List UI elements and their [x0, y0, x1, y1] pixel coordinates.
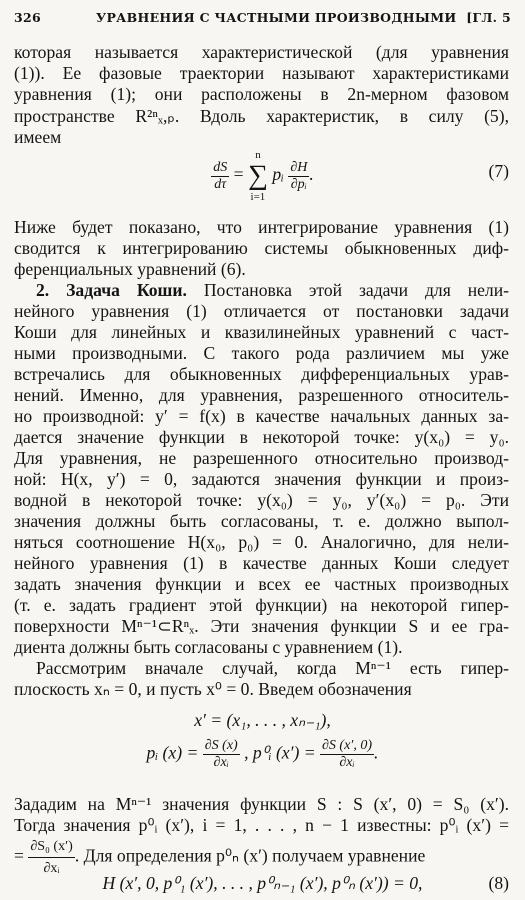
text-line: плоскость xₙ = 0, и пусть x⁰ = 0. Введем обозначения — [14, 679, 412, 699]
text-line: нейного уравнения (1) в качестве данных Коши следует — [14, 553, 509, 573]
text-line: Рассмотрим вначале случай, когда Mⁿ⁻¹ есть гипер- — [36, 658, 509, 678]
fraction-ds-dtau: $\frac{dS}{d\tau}$ — [213, 159, 228, 192]
section-heading: 2. Задача Коши. — [36, 280, 187, 300]
chapter-label: [ГЛ. 5 — [466, 10, 511, 25]
equation-number: (8) — [488, 873, 509, 893]
page-number: 326 — [14, 10, 41, 25]
text-line: которая называется характеристической (для уравнения — [14, 42, 509, 62]
text-line: значения должны быть согласованы, т. е. должно выпол- — [14, 511, 509, 531]
text-line: (1)). Ее фазовые траектории называют характеристиками — [14, 63, 509, 83]
text-line: задать значения функции и всех ее частных производных — [14, 574, 509, 594]
fraction-ds-dx-zero: $\frac{\partial S (x', 0)}{\text{∂xᵢ}}$ — [322, 738, 373, 770]
running-title: УРАВНЕНИЯ С ЧАСТНЫМИ ПРОИЗВОДНЫМИ — [96, 10, 457, 25]
text-line: нейного уравнения (1) отличается от постановки задачи — [14, 301, 509, 321]
text-line: Зададим на Mⁿ⁻¹ значения функции S : S (x′, 0) = S₀ (x′). — [14, 794, 509, 814]
text-line: но производной: y′ = f(x) в качестве начальных данных за- — [14, 406, 509, 426]
text-line: Ниже будет показано, что интегрирование уравнения (1) — [14, 217, 509, 237]
text-line: ной: H(x, y′) = 0, задаются значения функции и произ- — [14, 469, 509, 489]
text-line: водной в некоторой точке: y(x₀) = y₀, y′(x₀) = p₀. Эти — [14, 490, 509, 510]
text-line: уравнения (1); они расположены в 2n-мерном фазовом — [14, 84, 509, 104]
equation-8: H (x′, 0, p⁰₁ (x′), . . . , p⁰ₙ₋₁ (x′), p⁰ₙ (x′)) = 0, — [102, 873, 423, 893]
text-line: ными производными. С такого рода различием мы уже — [14, 343, 509, 363]
section-first-line: 2. Задача Коши. Постановка этой задачи для нели- — [36, 280, 509, 300]
fraction-ds0-dx: $\frac{\text{∂S₀ (x′)}}{\text{∂xᵢ}}$ — [28, 836, 74, 879]
text-line: дается значение функции в некоторой точке: y(x₀) = y₀. — [14, 427, 509, 447]
equation-7: $\frac{dS}{d\tau}$ = n ∑ i=1 pᵢ $\frac{\partial H}{\text{∂pᵢ}}$ . — [213, 149, 314, 203]
text-line: диента должны быть согласованы с уравнением (1). — [14, 637, 403, 657]
text-line: сводится к интегрированию системы обыкновенных диф- — [14, 238, 509, 258]
text-line: няться соотношение H(x₀, p₀) = 0. Аналогично, для нели- — [14, 532, 509, 552]
text-line: Коши для линейных и квазилинейных уравнений с част- — [14, 322, 509, 342]
text-line: поверхности Mⁿ⁻¹⊂Rⁿₓ. Эти значения функции S и ее гра- — [14, 616, 509, 636]
equation-p: pᵢ (x) = $\frac{\partial S (x)}{\text{∂xᵢ}}$ , p⁰ᵢ (x′) = $\frac{\partial S (x', 0)}{\text{∂xᵢ}}$ . — [146, 738, 379, 770]
sum-symbol: n ∑ i=1 — [247, 149, 268, 203]
text-line: ференциальных уравнений (6). — [14, 259, 246, 279]
fraction-ds-dx: $\frac{\partial S (x)}{\text{∂xᵢ}}$ — [204, 738, 238, 770]
fraction-dh-dp: $\frac{\partial H}{\text{∂pᵢ}}$ — [290, 159, 308, 192]
text-line: нений. Именно, для уравнения, разрешенного относитель- — [14, 385, 509, 405]
text-line: Для уравнения, не разрешенного относительно производ- — [14, 448, 509, 468]
equation-number: (7) — [488, 161, 509, 181]
text-line: имеем — [14, 127, 62, 147]
running-header — [14, 10, 511, 28]
text-line-with-fraction: = $\frac{\text{∂S₀ (x′)}}{\text{∂xᵢ}}$ . Для определения p⁰ₙ (x′) получаем уравнение — [14, 836, 509, 870]
text-line: встречались для обыкновенных дифференциальных урав- — [14, 364, 509, 384]
text-line: пространстве R²ⁿₓ,ₚ. Вдоль характеристик, в силу (5), — [14, 106, 509, 126]
text-line: Тогда значения p⁰ᵢ (x′), i = 1, . . . , n − 1 известны: p⁰ᵢ (x′) = — [14, 815, 509, 835]
equation-x-prime: x′ = (x₁, . . . , xₙ₋₁), — [194, 710, 331, 730]
text-line: (т. е. задать градиент этой функции) на некоторой гипер- — [14, 595, 509, 615]
